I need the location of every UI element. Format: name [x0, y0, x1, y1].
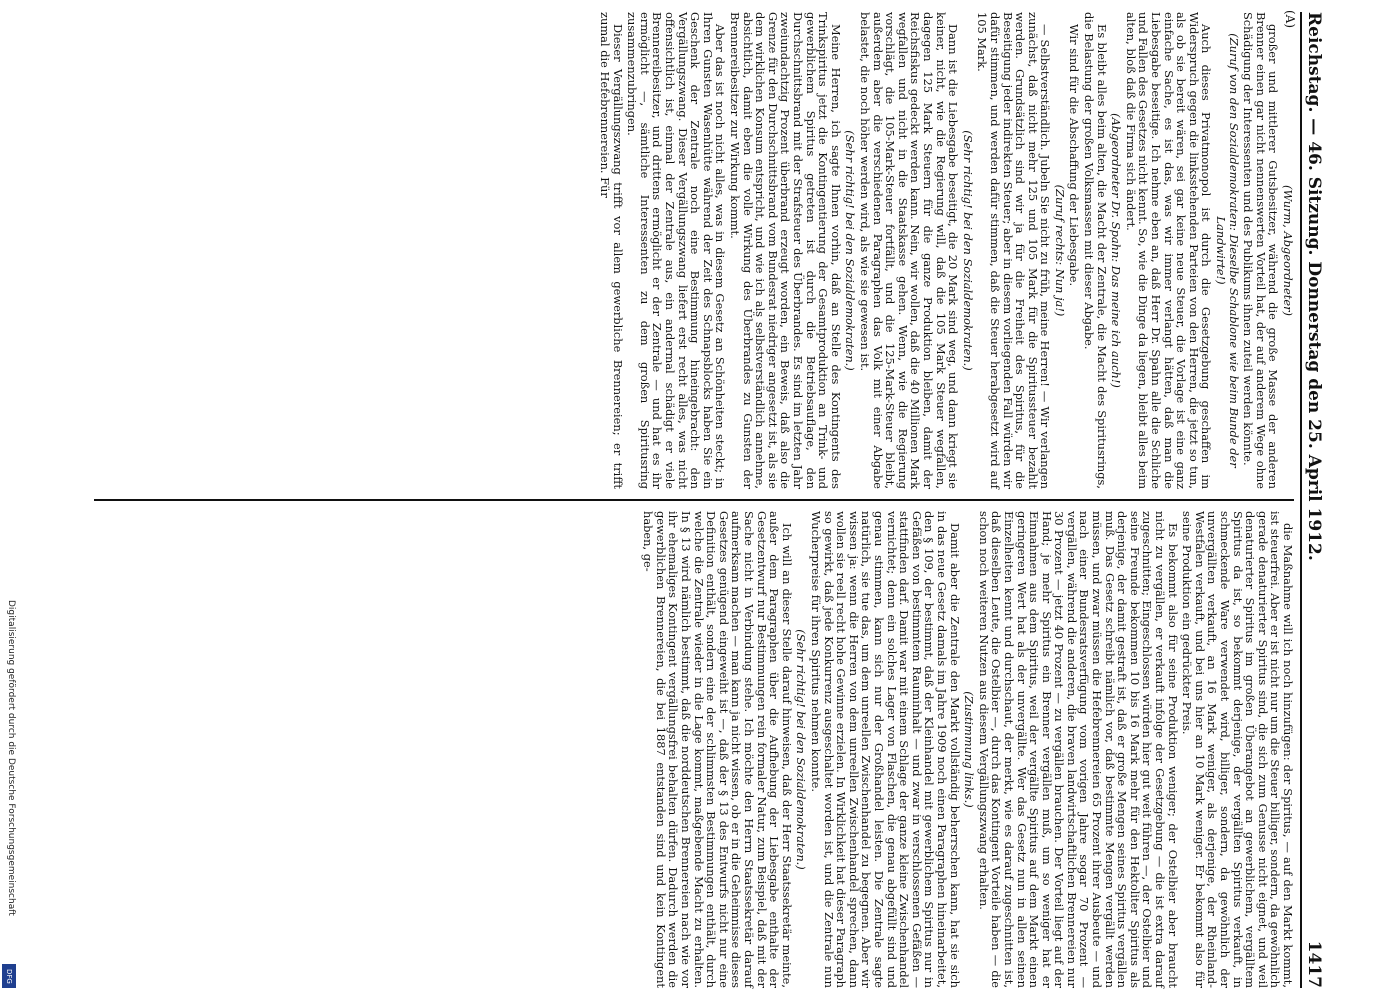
footer-credit-text: Digitalisierung gefördert durch die Deutsche Forschungsgemeinschaft	[6, 600, 16, 916]
page-header	[1300, 12, 1324, 988]
stage-direction: (Wurm, Abgeordneter)	[1281, 185, 1295, 316]
text-columns	[94, 10, 1297, 988]
stage-direction: (Sehr richtig! bei den Sozialdemokraten.)	[794, 629, 809, 870]
paragraph: Dieser Vergällungszwang trifft vor allem gewerbliche Brennereien; er trifft zumal die Hefebrennereien. Für	[598, 12, 625, 489]
paragraph: Ich will an dieser Stelle darauf hinweisen, daß der Herr Staatssekretär meinte, außer dem Paragraphen über die Aufhebung der Liebesgabe enthalte der Gesetzentwurf nur Bestimmungen rein formaler Natur, zum Beispiel, daß mit der Sache nicht in Verbindung stehe. Ich möchte den Herrn Staatssekretär darauf aufmerksam machen — man kann ja nicht wissen, ob er in die Geheimnisse dieses Gesetzes genügend eingeweiht ist —, daß der § 13 des Entwurfs nicht nur eine Definition enthält, sondern eine der schlimmsten Bestimmungen enthält, durch welche die Zentrale wieder in die Lage kommt, maßgebende Macht zu erhalten. In § 13 wird nämlich bestimmt, daß die norddeutschen Brennereien nach wie vor ihr ehemaliges Kontingent vergällungsfrei behalten dürfen. Dadurch werden die gewerblichen Brennereien, die bei 1887 entstanden sind und kein Kontingent haben, ge-	[641, 511, 794, 988]
paragraph: Aber das ist noch nicht alles, was in diesem Gesetz an Schönheiten steckt; in Ihren Gunsten Wasenhütte während der Zeit des Schnapsblocks haben Sie ein Geschenk der Zentrale noch eine Bestimmung hineingebracht: den Vergällungszwang. Dieser Vergällungszwang liefert erst recht alles, was nicht offensichtlich ist, einmal der Zentrale aus, ein andermal schädigt er viele Brennereibesitzer, und drittens ermöglicht er der Zentrale — und hat es ihr ermöglicht —, sämtliche Interessenten zu dem großen Spiritusring zusammenzubringen.	[625, 12, 728, 489]
paragraph: Meine Herren, ich sagte Ihnen vorhin, daß an Stelle des Kontingents des Trinkspiritus jetzt die Kontingentierung der Gesamtproduktion an Trink- und gewerblichem Spiritus getreten ist durch die Betriebsauflage, den Durchschnittsbrand mit der Strafsteuer des Überbrandes. Es sind im letzten Jahr zweiundachtzig Prozent überbrand erzeugt worden, ein Beweis, daß also die Grenze für den Durchschnittsbrand vom Bundesrat niedriger angesetzt ist, als sie dem wirklichen Konsum entspricht, und wie ich als selbstverständlich annehme, absichtlich, damit eben die volle Wirkung des Überbrandes zu Gunsten der Brennereibesitzer zur Wirkung kommt.	[728, 12, 843, 489]
right-column	[94, 511, 1294, 988]
paragraph: Damit aber die Zentrale den Markt vollständig beherrschen kann, hat sie sich in das neue Gesetz damals im Jahre 1909 noch einen Paragraphen hineinarbeitet, den § 109, der bestimmt, daß der Kleinhandel mit gewerblichem Spiritus nur in Gefäßen von bestimmtem Rauminhalt — und zwar in verschlossenen Gefäßen — stattfinden darf. Damit war mit einem Schlage der ganze kleine Zwischenhandel vernichtet; denn ein solches Lager von Flaschen, die genau abgefüllt sind und genau stimmen, kann sich nur der Großhandel leisten. Die Zentrale sagte natürlich, sie tue das, um dem unreellen Zwischenhandel zu begegnen. Aber wir wissen ja: wenn die Herren von dem unreellen Zwischenhandel sprechen, dann wollen sie reell recht hohe Gewinne erzielen. In Wirklichkeit hat dieser Paragraph so gewirkt, daß jede Konkurrenz ausgeschaltet worden ist, und die Zentrale nun Wucherpreise für ihren Spiritus nehmen konnte.	[809, 511, 962, 988]
paragraph: — Selbstverständlich. Jubeln Sie nicht zu früh, meine Herren! — Wir verlangen zunächst, daß nicht mehr 125 und 105 Mark für die Spiritussteuer bezahlt werden. Grundsätzlich sind wir ja für die Freiheit des Spiritus, für die Beseitigung jeder indirekten Steuer; aber in diesem vorliegenden Fall würden wir dafür stimmen, und werden dafür stimmen, daß die Steuer herabgesetzt wird auf 105 Mark.	[975, 12, 1053, 489]
footer-credit	[4, 600, 16, 995]
column-divider	[94, 499, 1294, 501]
stage-direction: (Sehr richtig! bei den Sozialdemokraten.)	[960, 130, 975, 371]
stage-direction: (Sehr richtig! bei den Sozialdemokraten.)	[843, 130, 858, 371]
paragraph: Dann ist die Liebesgabe beseitigt, die 20 Mark sind weg, und dann kriegt sie keiner, nicht, wie die Regierung will, daß die 105 Mark Steuer wegfallen, dagegen 125 Mark Steuern für die ganze Produktion bleiben, damit der Reichsfiskus gedeckt werden kann. Nein, wir wollen, daß die 40 Millionen Mark wegfallen und nicht in die Staatskasse gehen. Wenn, wie die Regierung vorschlägt, die 105-Mark-Steuer fortfällt, und die 125-Mark-Steuer bleibt, außerdem aber die verschiedenen Paragraphen das Volk mit einer Abgabe belastet, die noch höher werden wird, als wie sie gewesen ist.	[858, 12, 961, 489]
running-title: Reichstag. — 46. Sitzung. Donnerstag den 25. April 1912.	[1304, 12, 1324, 561]
left-column	[94, 10, 1297, 489]
margin-letter-a: (A)	[1283, 10, 1297, 29]
paragraph: Auch dieses Privatmonopol ist durch die Gesetzgebung geschaffen im Widerspruch gegen die linksstehenden Parteien von den Herren, die jetzt so tun, als ob sie bereit wären, sei gar keine neue Steuer, die Vorlage ist eine ganz einfache Sache, es ist das, was wir immer verlangt hätten, daß man die Liebesgabe beseitige. Ich nehme eben an, daß Herr Dr. Spahn alle die Schliche und Fallen des Gesetzes nicht kennt. So, wie die Dinge da liegen, bleibt alles beim alten, bloß daß die Firma sich ändert.	[1123, 12, 1214, 489]
stage-direction: (Zuruf von den Sozialdemokraten: Dieselbe Schablone wie beim Bunde der Landwirte!)	[1214, 33, 1241, 468]
paragraph: Es bekommt also für seine Produktion weniger; der Ostelbier aber braucht nicht zu vergällen, er verkauft infolge der Gesetzgebung — die ist extra darauf zugeschnitten; Eingeschlossen würden hier gut weit führen —, der Ostelbier und seine Freunde bekommen 10 bis 16 Mark mehr für den Hektoliter Spiritus als derjenige, der damit gestraft ist, daß er große Mengen seines Spiritus vergällen muß. Das Gesetz schreibt nämlich vor, daß bestimmte Mengen vergällt werden müssen, und zwar müssen die Hefebrennereien 65 Prozent ihrer Ausbeute — und nach einer Bundesratsverfügung vom vorigen Jahre sogar 70 Prozent — vergällen, während die anderen, die braven landwirtschaftlichen Brennereien nur 30 Prozent — jetzt 40 Prozent — zu vergällen brauchen. Der Vorteil liegt auf der Hand; je mehr Spiritus ein Brenner vergällen muß, um so weniger hat er Einnahmen aus dem Spiritus, weil der vergällte Spiritus auf dem Markt einen geringeren Wert hat als der unvergällte. Wer das Gesetz nun in allen seinen Einzelheiten kennt und durchschaut, der merkt, wie es darauf zugeschnitten ist, daß dieselben Leute, die Ostelbier —, durch das Kontingent Vorteile haben — die schon noch weiteren Nutzen aus diesem Vergällungszwang erhalten.	[976, 511, 1180, 988]
dfg-logo: DFG	[2, 964, 16, 988]
paragraph: großer und mittlerer Gutsbesitzer, während die große Masse der anderen Brenner einen gar nicht nennenswerten Vorteil hat, der auf anderem Wege ohne Schädigung der Interessenten und des Publikums ihnen zuteil werden könnte.	[1241, 12, 1281, 489]
rotated-document-page	[65, 0, 1330, 1000]
stage-direction: (Zuruf rechts: Nun ja!)	[1052, 184, 1067, 317]
paragraph: Es bleibt alles beim alten, die Macht der Zentrale, die Macht des Spiritusrings, die Belastung der großen Volksmassen mit dieser Abgabe.	[1082, 12, 1109, 489]
page-number: 1417	[1304, 940, 1324, 988]
paragraph: Wir sind für die Abschaffung der Liebesgabe.	[1067, 24, 1082, 287]
stage-direction: (Abgeordneter Dr. Spahn: Das meine ich auch!)	[1109, 113, 1124, 388]
paragraph: die Maßnahme will ich noch hinzufügen: der Spiritus, — auf den Markt kommt, ist steuerfrei. Aber er ist nicht nur um die Steuer billiger, sondern, da gewöhnlich gerade denaturierter Spiritus sind, die sich zum Genusse nicht eignet, und weil denaturierter Spiritus im großen Überangebot an gewerblichem, vergälltem Spiritus da ist, so bekommt derjenige, der vergällten Spiritus verkauft, in schmeckende Ware verwendet wird, billiger, sondern, da gewöhnlich der unvergällten verkauft, an 16 Mark weniger, als derjenige, der Rheinland-Westfalen verkauft, und bei uns hier an 10 Mark weniger. Er bekommt also für seine Produktion ein gedrückter Preis.	[1180, 511, 1295, 988]
stage-direction: (Zustimmung links.)	[962, 691, 977, 808]
